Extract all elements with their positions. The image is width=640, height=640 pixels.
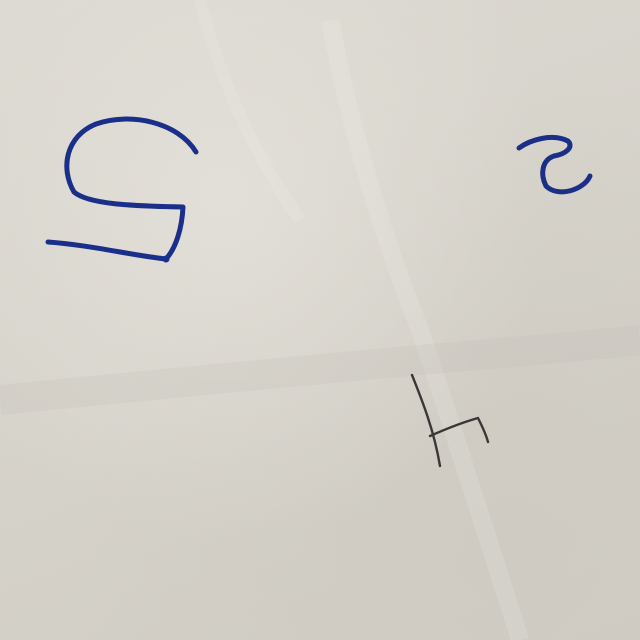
glyph-pencil-four: [412, 375, 488, 466]
glyph-small-two: [519, 137, 590, 191]
glyph-large-five: [48, 119, 196, 262]
